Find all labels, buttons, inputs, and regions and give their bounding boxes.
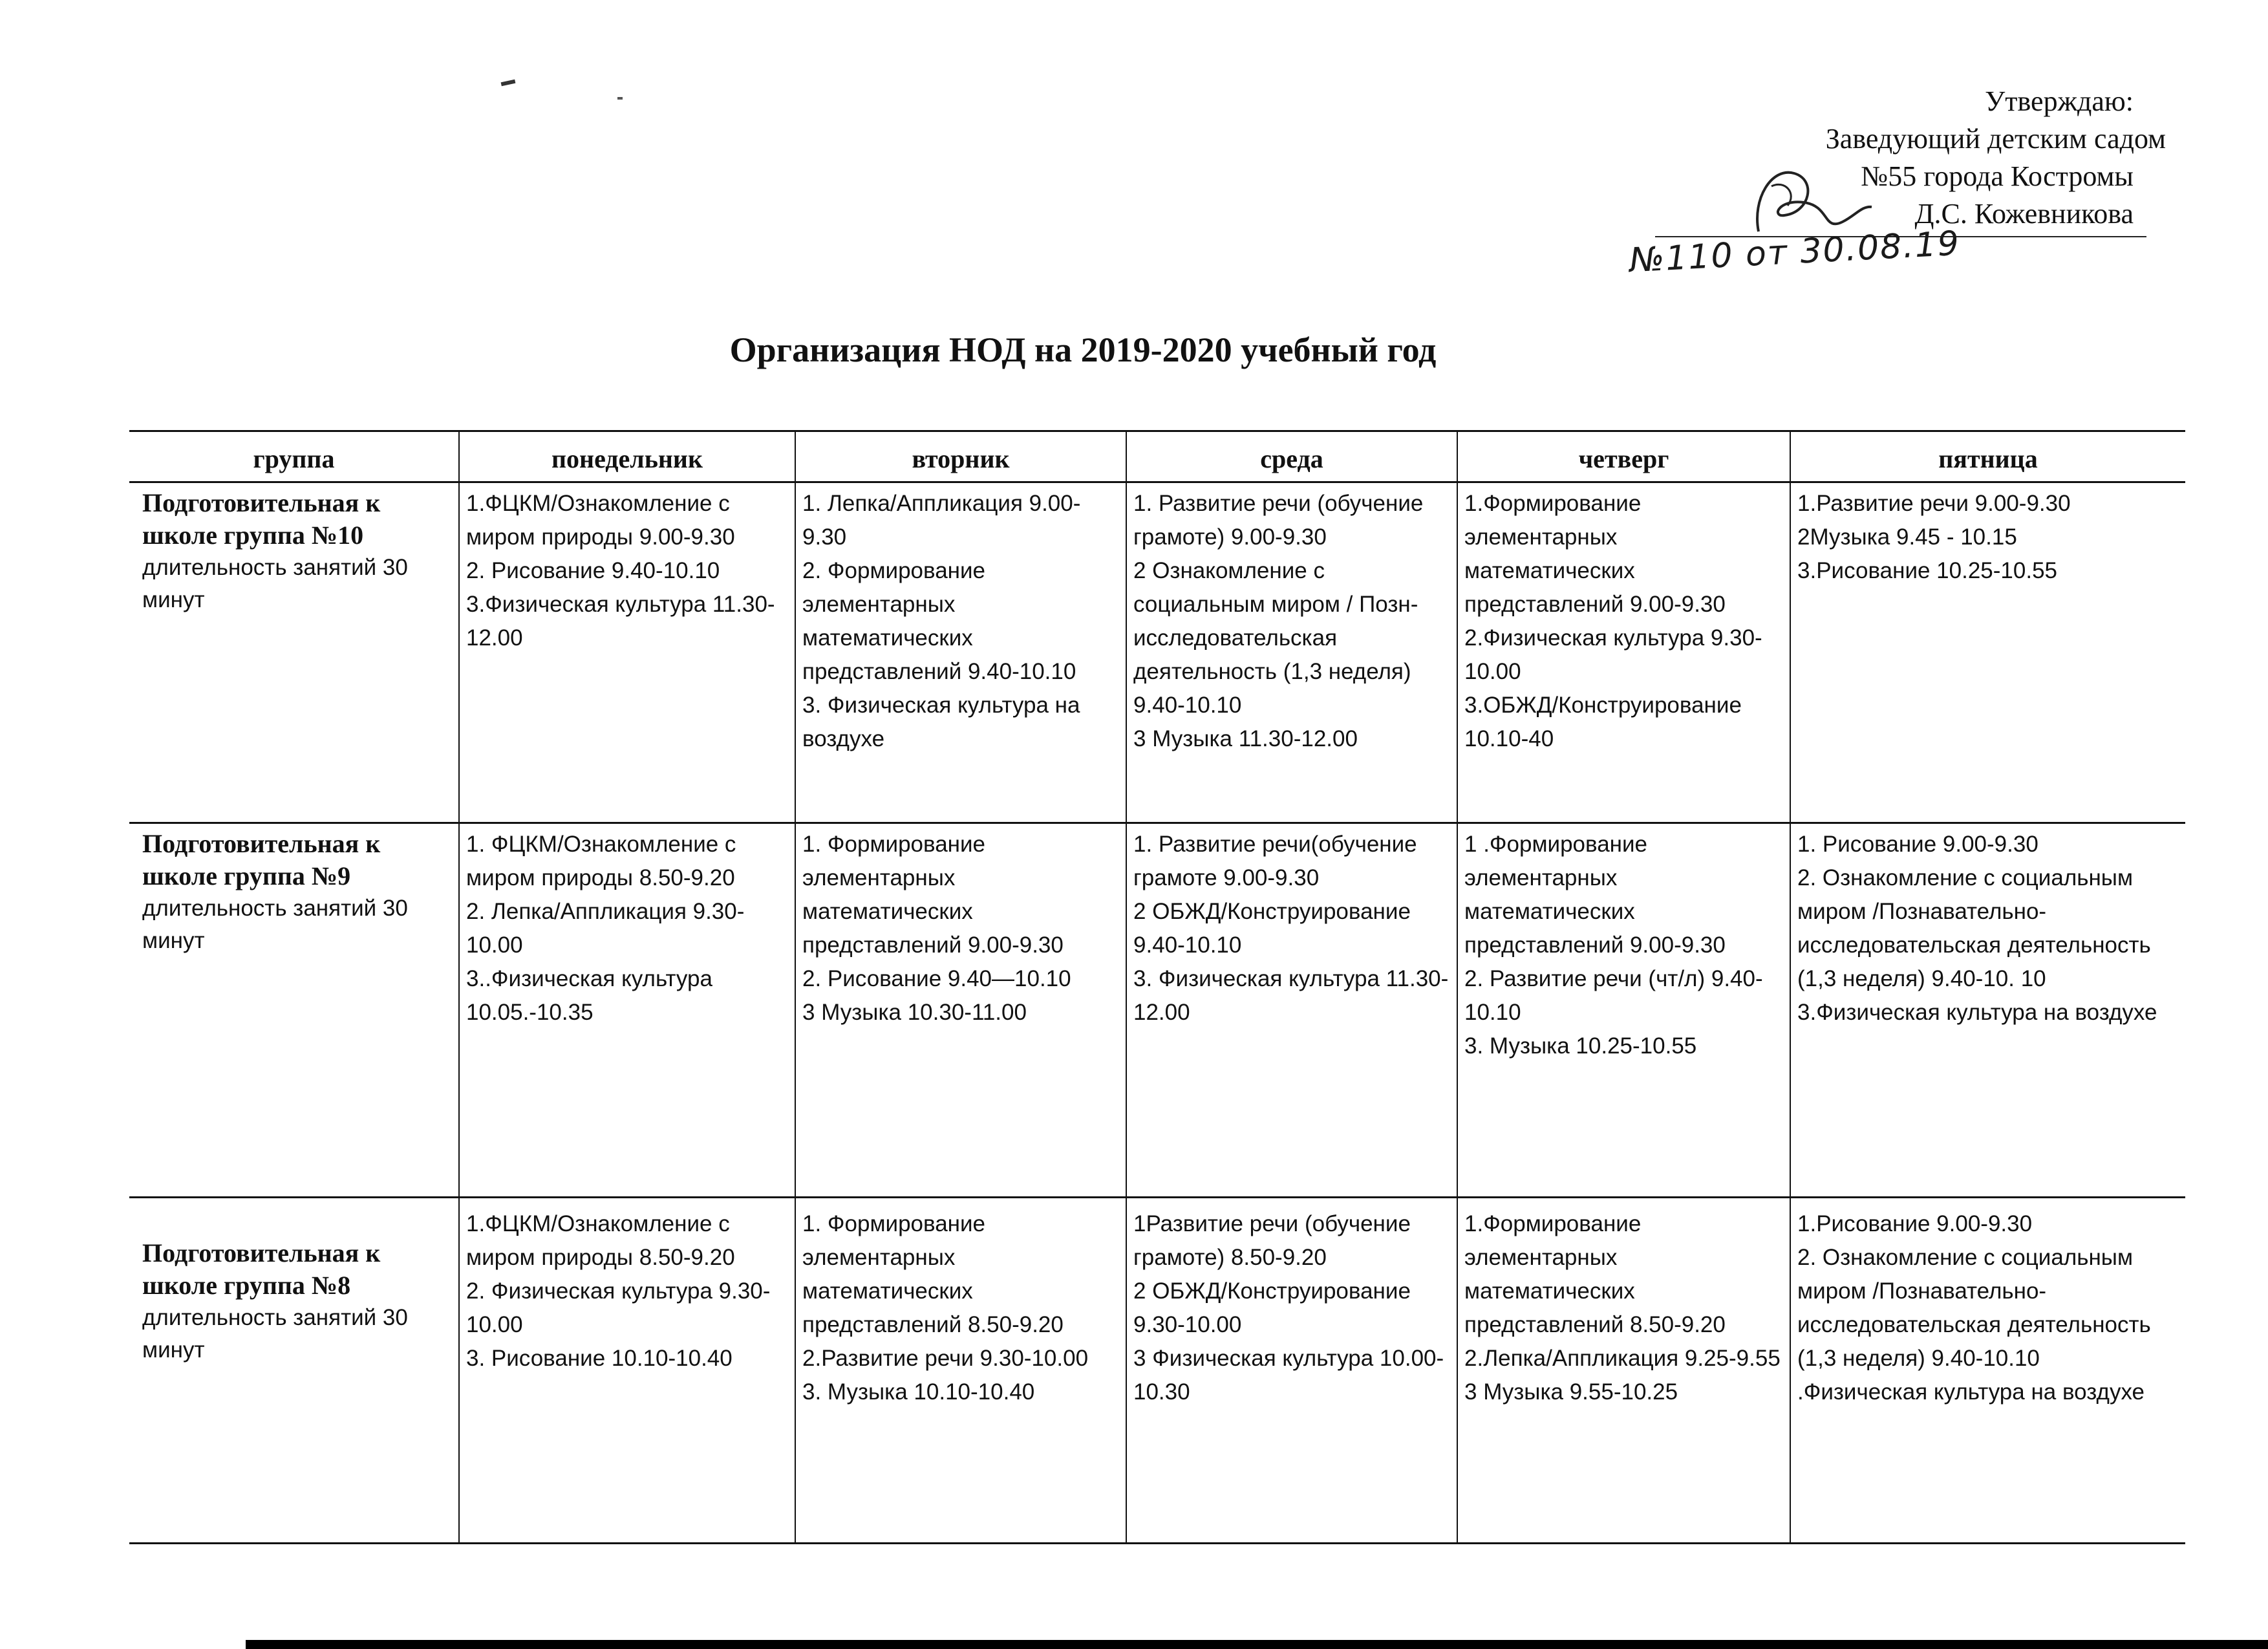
- scan-speck: [617, 97, 623, 100]
- activity-entry: 2 ОБЖД/Конструирование 9.40-10.10: [1133, 899, 1411, 958]
- activity-entry: 3. Музыка 10.25-10.55: [1464, 1033, 1697, 1059]
- activity-entry: 1. Формирование элементарных математических представлений 9.00-9.30: [802, 832, 1064, 958]
- activity-entry: 1.ФЦКМ/Ознакомление с миром природы 9.00-9.30: [466, 491, 735, 550]
- activity-entry: 2 ОБЖД/Конструирование 9.30-10.00: [1133, 1278, 1411, 1337]
- group-duration: длительность занятий 30 минут: [142, 1305, 408, 1363]
- activity-entry: 1 .Формирование элементарных математических представлений 9.00-9.30: [1464, 832, 1726, 958]
- activity-entry: 3 Физическая культура 10.00-10.30: [1133, 1346, 1444, 1405]
- column-header-group: группа: [129, 431, 459, 482]
- schedule-cell-tuesday: [795, 1198, 1126, 1544]
- column-header-tuesday: вторник: [795, 431, 1126, 482]
- schedule-cell-friday: [1790, 1198, 2185, 1544]
- activity-entry: 2. Лепка/Аппликация 9.30-10.00: [466, 899, 745, 958]
- activity-entry: 1.Развитие речи 9.00-9.30: [1797, 491, 2071, 516]
- activity-entry: 3. Музыка 10.10-10.40: [802, 1379, 1035, 1405]
- activity-entry: 1.ФЦКМ/Ознакомление с миром природы 8.50-9.20: [466, 1211, 735, 1270]
- approval-signatory: Д.С. Кожевникова: [1914, 198, 2134, 230]
- schedule-cell-thursday: [1457, 1198, 1790, 1544]
- activity-entry: 3..Физическая культура 10.05.-10.35: [466, 966, 712, 1025]
- group-name: Подготовительная к школе группа №8: [142, 1238, 381, 1300]
- schedule-cell-thursday: [1457, 482, 1790, 823]
- schedule-cell-friday: [1790, 823, 2185, 1198]
- schedule-cell-monday: [459, 1198, 795, 1544]
- schedule-cell-wednesday: [1126, 482, 1457, 823]
- activity-entry: 2. Формирование элементарных математических представлений 9.40-10.10: [802, 558, 1076, 684]
- table-row: [129, 1198, 2185, 1544]
- group-duration: длительность занятий 30 минут: [142, 896, 408, 953]
- group-cell: [129, 823, 459, 1198]
- activity-entry: 2. Рисование 9.40—10.10: [802, 966, 1071, 991]
- activity-entry: 1. Формирование элементарных математических представлений 8.50-9.20: [802, 1211, 1064, 1337]
- activity-entry: 2. Ознакомление с социальным миром /Познавательно-исследовательская деятельность (1,3 неделя) 9.40-10.10: [1797, 1245, 2151, 1371]
- activity-entry: 1.Формирование элементарных математических представлений 8.50-9.20: [1464, 1211, 1726, 1337]
- approval-organization: №55 города Костромы: [1861, 160, 2134, 192]
- activity-entry: 1.Формирование элементарных математических представлений 9.00-9.30: [1464, 491, 1726, 617]
- page-title: Организация НОД на 2019-2020 учебный год: [729, 330, 1437, 369]
- activity-entry: 3.Физическая культура 11.30-12.00: [466, 592, 775, 651]
- activity-entry: .Физическая культура на воздухе: [1797, 1379, 2145, 1405]
- activity-entry: 2. Физическая культура 9.30-10.00: [466, 1278, 771, 1337]
- activity-entry: 3 Музыка 11.30-12.00: [1133, 726, 1358, 751]
- schedule-cell-thursday: [1457, 823, 1790, 1198]
- activity-entry: 2.Физическая культура 9.30-10.00: [1464, 625, 1762, 684]
- scan-edge-bar: [246, 1640, 2268, 1649]
- group-name: Подготовительная к школе группа №10: [142, 488, 381, 550]
- activity-entry: 3. Рисование 10.10-10.40: [466, 1346, 733, 1371]
- activity-entry: 1. Развитие речи (обучение грамоте) 9.00-9.30: [1133, 491, 1424, 550]
- activity-entry: 2. Развитие речи (чт/л) 9.40-10.10: [1464, 966, 1763, 1025]
- activity-entry: 1Развитие речи (обучение грамоте) 8.50-9.20: [1133, 1211, 1411, 1270]
- schedule-cell-wednesday: [1126, 1198, 1457, 1544]
- activity-entry: 3 Музыка 10.30-11.00: [802, 1000, 1027, 1025]
- column-header-monday: понедельник: [459, 431, 795, 482]
- activity-entry: 3.Рисование 10.25-10.55: [1797, 558, 2058, 583]
- schedule-cell-monday: [459, 823, 795, 1198]
- schedule-table: [129, 430, 2185, 1544]
- activity-entry: 3.Физическая культура на воздухе: [1797, 1000, 2157, 1025]
- activity-entry: 1.Рисование 9.00-9.30: [1797, 1211, 2033, 1236]
- activity-entry: 3.ОБЖД/Конструирование 10.10-40: [1464, 693, 1742, 751]
- approval-heading: Утверждаю:: [1985, 85, 2134, 117]
- scan-speck: [501, 80, 516, 86]
- activity-entry: 3. Физическая культура 11.30-12.00: [1133, 966, 1449, 1025]
- activity-entry: 2Музыка 9.45 - 10.15: [1797, 524, 2017, 550]
- approval-position: Заведующий детским садом: [1825, 123, 2166, 155]
- table-header-row: [129, 431, 2185, 482]
- activity-entry: 3 Музыка 9.55-10.25: [1464, 1379, 1678, 1405]
- table-row: [129, 823, 2185, 1198]
- schedule-cell-friday: [1790, 482, 2185, 823]
- group-cell: [129, 482, 459, 823]
- column-header-wednesday: среда: [1126, 431, 1457, 482]
- activity-entry: 2.Развитие речи 9.30-10.00: [802, 1346, 1089, 1371]
- group-duration: длительность занятий 30 минут: [142, 555, 408, 612]
- activity-entry: 3. Физическая культура на воздухе: [802, 693, 1080, 751]
- activity-entry: 2.Лепка/Аппликация 9.25-9.55: [1464, 1346, 1781, 1371]
- activity-entry: 1. ФЦКМ/Ознакомление с миром природы 8.50-9.20: [466, 832, 736, 890]
- group-name: Подготовительная к школе группа №9: [142, 829, 381, 890]
- schedule-cell-monday: [459, 482, 795, 823]
- order-number-handwritten: №110 от 30.08.19: [1628, 224, 1962, 281]
- activity-entry: 2. Ознакомление с социальным миром /Познавательно-исследовательская деятельность (1,3 неделя) 9.40-10. 10: [1797, 865, 2151, 991]
- schedule-cell-tuesday: [795, 482, 1126, 823]
- group-cell: [129, 1198, 459, 1544]
- column-header-friday: пятница: [1790, 431, 2185, 482]
- schedule-cell-wednesday: [1126, 823, 1457, 1198]
- activity-entry: 1. Рисование 9.00-9.30: [1797, 832, 2038, 857]
- activity-entry: 2. Рисование 9.40-10.10: [466, 558, 720, 583]
- column-header-thursday: четверг: [1457, 431, 1790, 482]
- schedule-cell-tuesday: [795, 823, 1126, 1198]
- activity-entry: 1. Лепка/Аппликация 9.00-9.30: [802, 491, 1081, 550]
- activity-entry: 1. Развитие речи(обучение грамоте 9.00-9.30: [1133, 832, 1417, 890]
- activity-entry: 2 Ознакомление с социальным миром / Позн-исследовательская деятельность (1,3 неделя) 9.40-10.10: [1133, 558, 1418, 718]
- table-row: [129, 482, 2185, 823]
